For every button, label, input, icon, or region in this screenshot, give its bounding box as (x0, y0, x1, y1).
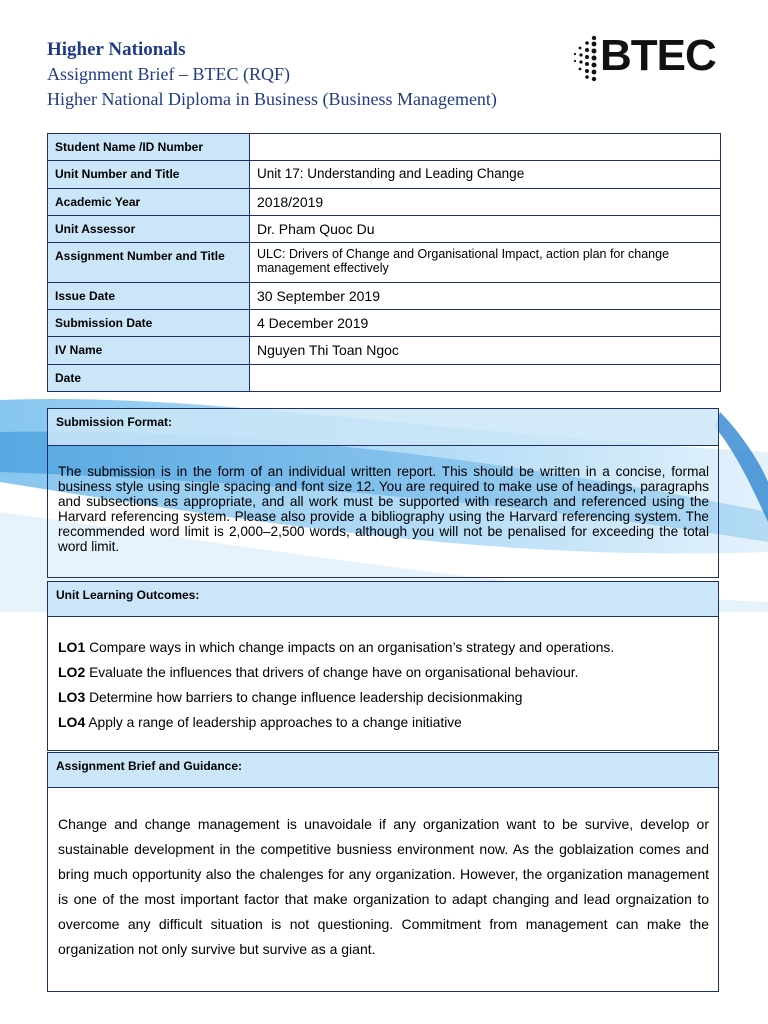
learning-outcomes-list (48, 617, 718, 735)
assignment-brief-text: Change and change management is unavoidale if any organization want to be survive, develop or sustainable development in the competitive busniess environment now. As the goblaization comes and bring much opportunity also the chalenges for any organization. However, the organization management is one of the most important factor that make organization to adapt changing and lead orgnaization to overcome any difficult situation is not questioning. Commitment from management can make the organization not only survive but survive as a giant. (58, 816, 709, 957)
row-value: Dr. Pham Quoc Du (250, 216, 721, 243)
assignment-info-table (47, 133, 721, 392)
document-header (47, 38, 497, 112)
list-item (58, 710, 708, 735)
lo-text: Determine how barriers to change influence leadership decisionmaking (89, 690, 523, 705)
row-label: IV Name (48, 337, 250, 365)
dotted-dots-icon (572, 34, 602, 86)
list-item (58, 660, 708, 685)
lo-code: LO3 (58, 689, 86, 705)
row-value: 2018/2019 (250, 189, 721, 216)
learning-outcomes-section (47, 581, 719, 751)
table-row (48, 216, 721, 243)
row-label: Unit Assessor (48, 216, 250, 243)
row-label: Date (48, 365, 250, 392)
lo-code: LO1 (58, 639, 86, 655)
table-row (48, 310, 721, 337)
submission-format-heading: Submission Format: (48, 409, 718, 446)
row-value: 4 December 2019 (250, 310, 721, 337)
table-row (48, 337, 721, 365)
row-label: Academic Year (48, 189, 250, 216)
row-label: Issue Date (48, 283, 250, 310)
row-value (250, 134, 721, 161)
row-label: Submission Date (48, 310, 250, 337)
table-row (48, 134, 721, 161)
submission-format-text: The submission is in the form of an individual written report. This should be written in a concise, formal business style using single spacing and font size 12. You are required to make use of headings, paragraphs and subsections as appropriate, and all work must be supported with research and referenced using the Harvard referencing system. Please also provide a bibliography using the Harvard referencing system. The recommended word limit is 2,000–2,500 words, although you will not be penalised for exceeding the total word limit. (58, 464, 709, 554)
table-row (48, 161, 721, 189)
submission-format-section (47, 408, 719, 578)
row-value: ULC: Drivers of Change and Organisational Impact, action plan for change management effectively (250, 243, 721, 283)
learning-outcomes-heading: Unit Learning Outcomes: (48, 582, 718, 617)
logo-text: BTEC (600, 31, 716, 80)
header-program: Higher National Diploma in Business (Business Management) (47, 89, 497, 109)
table-row (48, 189, 721, 216)
assignment-brief-heading: Assignment Brief and Guidance: (48, 753, 718, 788)
list-item (58, 635, 708, 660)
table-row (48, 243, 721, 283)
header-title: Higher Nationals (47, 39, 186, 60)
header-subtitle: Assignment Brief – BTEC (RQF) (47, 64, 290, 84)
lo-text: Evaluate the influences that drivers of change have on organisational behaviour. (89, 665, 579, 680)
table-row (48, 365, 721, 392)
assignment-brief-section (47, 752, 719, 992)
row-value: 30 September 2019 (250, 283, 721, 310)
table-row (48, 283, 721, 310)
lo-code: LO4 (58, 714, 86, 730)
lo-text: Compare ways in which change impacts on an organisation’s strategy and operations. (89, 640, 615, 655)
lo-text: Apply a range of leadership approaches to a change initiative (88, 715, 462, 730)
list-item (58, 685, 708, 710)
row-value: Unit 17: Understanding and Leading Change (250, 161, 721, 189)
row-label: Student Name /ID Number (48, 134, 250, 161)
row-label: Unit Number and Title (48, 161, 250, 189)
lo-code: LO2 (58, 664, 86, 680)
row-value: Nguyen Thi Toan Ngoc (250, 337, 721, 365)
row-value (250, 365, 721, 392)
btec-logo (572, 31, 722, 86)
row-label: Assignment Number and Title (48, 243, 250, 283)
